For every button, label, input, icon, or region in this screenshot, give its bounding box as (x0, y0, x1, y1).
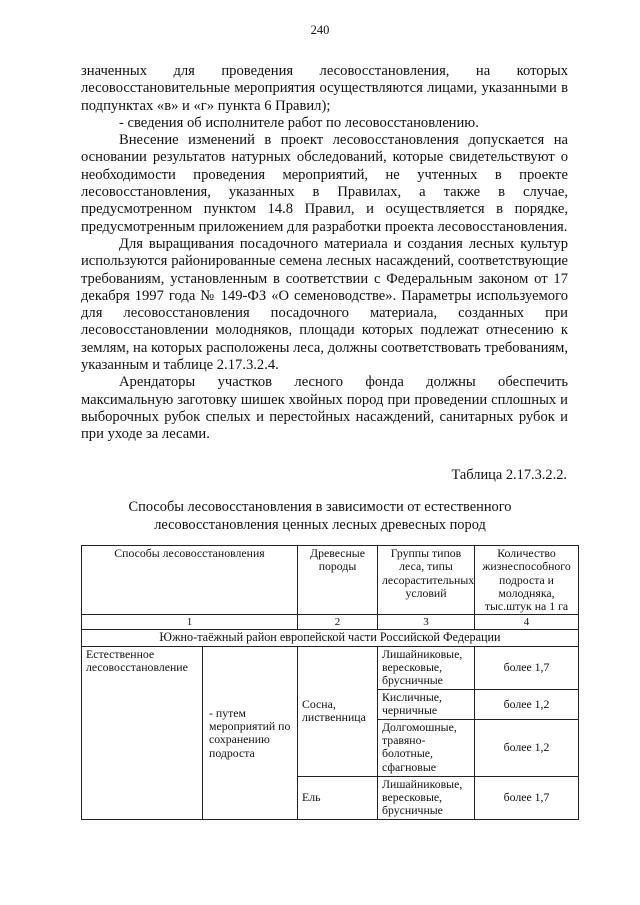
column-number: 2 (298, 615, 378, 630)
header-forest-types: Группы типов леса, типы лесорастительных условий (378, 546, 475, 615)
header-methods: Способы лесовосстановления (82, 546, 298, 615)
methods-table (81, 545, 579, 820)
table-title-line: лесовосстановления ценных лесных древесных пород (154, 516, 486, 533)
forest-type-cell: Долгомошные, травяно-болотные, сфагновые (378, 719, 475, 776)
column-number: 4 (475, 615, 579, 630)
species-cell: Сосна, лиственница (298, 646, 378, 776)
region-row (82, 630, 579, 646)
table-label: Таблица 2.17.3.2.2. (451, 467, 567, 483)
forest-type-cell: Лишайниковые, вересковые, брусничные (378, 646, 475, 689)
species-cell: Ель (298, 776, 378, 819)
column-number-row (82, 615, 579, 630)
paragraph: значенных для проведения лесовосстановления, на которых лесовосстановительные мероприятия осуществляются лицами, указанными в подпунктах «в» и «г» пункта 6 Правил); (81, 63, 568, 114)
quantity-cell: более 1,2 (475, 689, 579, 719)
forest-type-cell: Лишайниковые, вересковые, брусничные (378, 776, 475, 819)
paragraph: Арендаторы участков лесного фонда должны обеспечить максимальную заготовку шишек хвойных пород при проведении сплошных и выборочных рубок спелых и перестойных насаждений, санитарных рубок и при уходе за лесами. (81, 374, 568, 443)
column-number: 1 (82, 615, 298, 630)
page-number: 240 (310, 23, 330, 37)
table-title-line: Способы лесовосстановления в зависимости от естественного (128, 499, 512, 515)
sub-method: - путем мероприятий по сохранению подроста (203, 646, 298, 819)
header-quantity: Количество жизнеспособного подроста и молодняка, тыс.штук на 1 га (475, 546, 579, 615)
body-text (81, 63, 568, 444)
table-row (82, 646, 579, 689)
forest-type-cell: Кисличные, черничные (378, 689, 475, 719)
paragraph: Для выращивания посадочного материала и создания лесных культур используются районированные семена лесных насаждений, соответствующие требованиям, установленным в соответствии с Федеральным законом от 17 декабря 1997 года № 149-ФЗ «О семеноводстве». Параметры используемого для лесовосстановления посадочного материала, созданных при лесовосстановлении молодняков, площади которых подлежат отнесению к землям, на которых расположены леса, должны соответствовать требованиям, указанным и таблице 2.17.3.2.4. (81, 235, 568, 374)
table-header-row (82, 546, 579, 615)
table-title (0, 499, 640, 534)
method-name: Естественное лесовосстановление (82, 646, 203, 819)
region-name: Южно-таёжный район европейской части Российской Федерации (82, 630, 579, 646)
paragraph: Внесение изменений в проект лесовосстановления допускается на основании результатов натурных обследований, которые свидетельствуют о необходимости проведения мероприятий, не учтенных в проекте лесовосстановления, указанных в Правилах, а также в случае, предусмотренном пунктом 14.8 Правил, и осуществляется в порядке, предусмотренным приложением для разработки проекта лесовосстановления. (81, 132, 568, 235)
column-number: 3 (378, 615, 475, 630)
quantity-cell: более 1,7 (475, 776, 579, 819)
paragraph: - сведения об исполнителе работ по лесовосстановлению. (119, 114, 479, 131)
quantity-cell: более 1,7 (475, 646, 579, 689)
header-species: Древесные породы (298, 546, 378, 615)
quantity-cell: более 1,2 (475, 719, 579, 776)
